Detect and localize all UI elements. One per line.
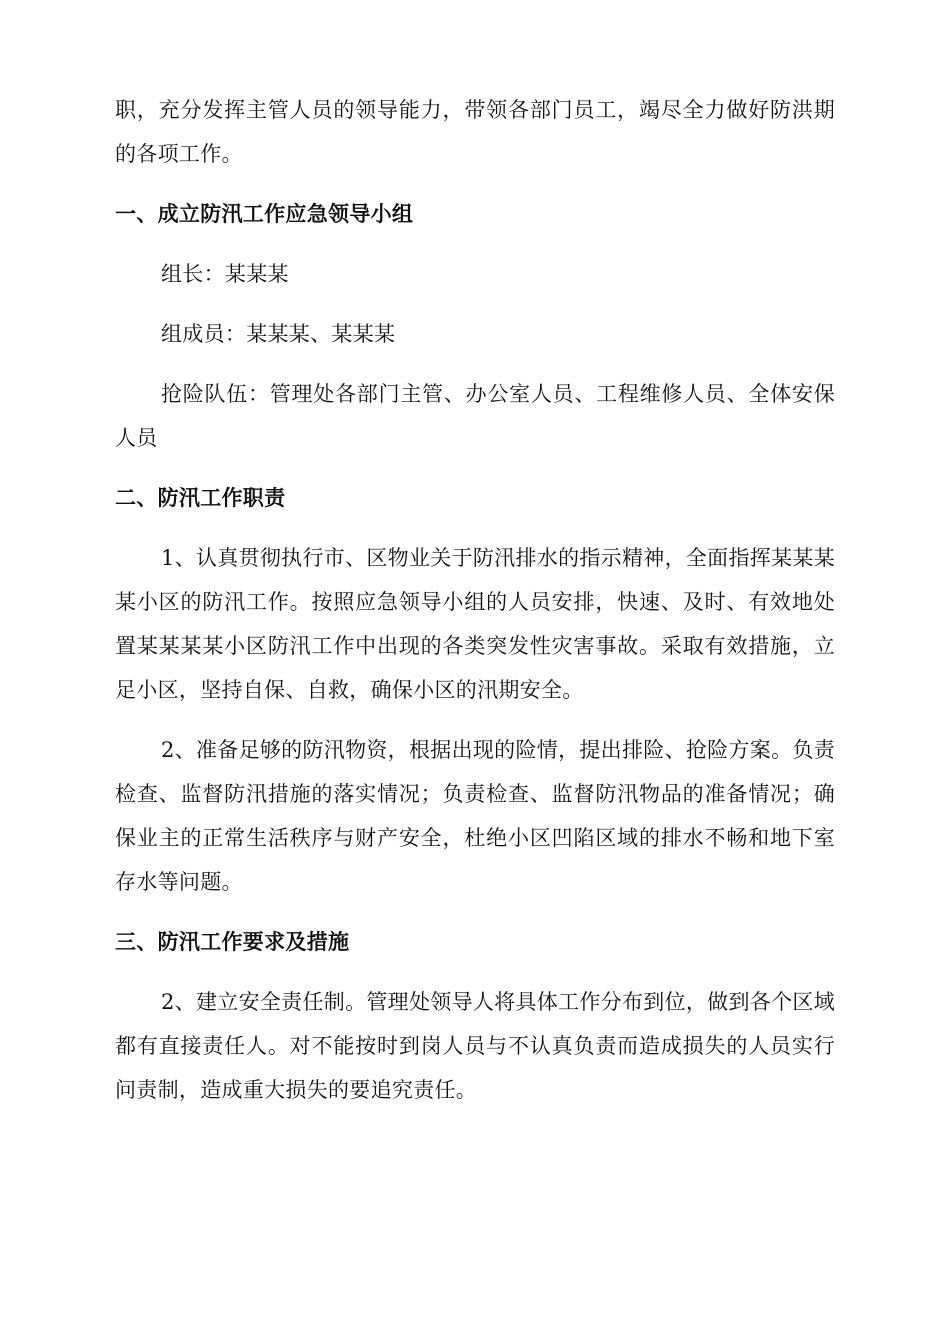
section2-heading: 二、防汛工作职责 <box>115 485 286 510</box>
duty-item-1: 1、认真贯彻执行市、区物业关于防汛排水的指示精神，全面指挥某某某某小区的防汛工作。按照应急领导小组的人员安排，快速、及时、有效地处置某某某某小区防汛工作中出现的各类突发性灾害事故。采取有效措施，立足小区，坚持自保、自救，确保小区的汛期安全。 <box>115 546 835 702</box>
document-page <box>115 88 835 1112</box>
rescue-team-paragraph: 抢险队伍：管理处各部门主管、办公室人员、工程维修人员、全体安保人员 <box>115 382 835 450</box>
section1-heading: 一、成立防汛工作应急领导小组 <box>115 201 414 226</box>
duty-item-2: 2、准备足够的防汛物资，根据出现的险情，提出排险、抢险方案。负责检查、监督防汛措施的落实情况；负责检查、监督防汛物品的准备情况；确保业主的正常生活秩序与财产安全，杜绝小区凹陷区域的排水不畅和地下室存水等问题。 <box>115 738 835 894</box>
members-line: 组成员：某某某、某某某 <box>161 322 396 346</box>
measure-item-2: 2、建立安全责任制。管理处领导人将具体工作分布到位，做到各个区域都有直接责任人。对不能按时到岗人员与不认真负责而造成损失的人员实行问责制，造成重大损失的要追究责任。 <box>115 990 835 1102</box>
intro-paragraph: 职，充分发挥主管人员的领导能力，带领各部门员工，竭尽全力做好防洪期的各项工作。 <box>115 98 835 166</box>
leader-line: 组长：某某某 <box>161 262 289 286</box>
section3-heading: 三、防汛工作要求及措施 <box>115 929 350 954</box>
